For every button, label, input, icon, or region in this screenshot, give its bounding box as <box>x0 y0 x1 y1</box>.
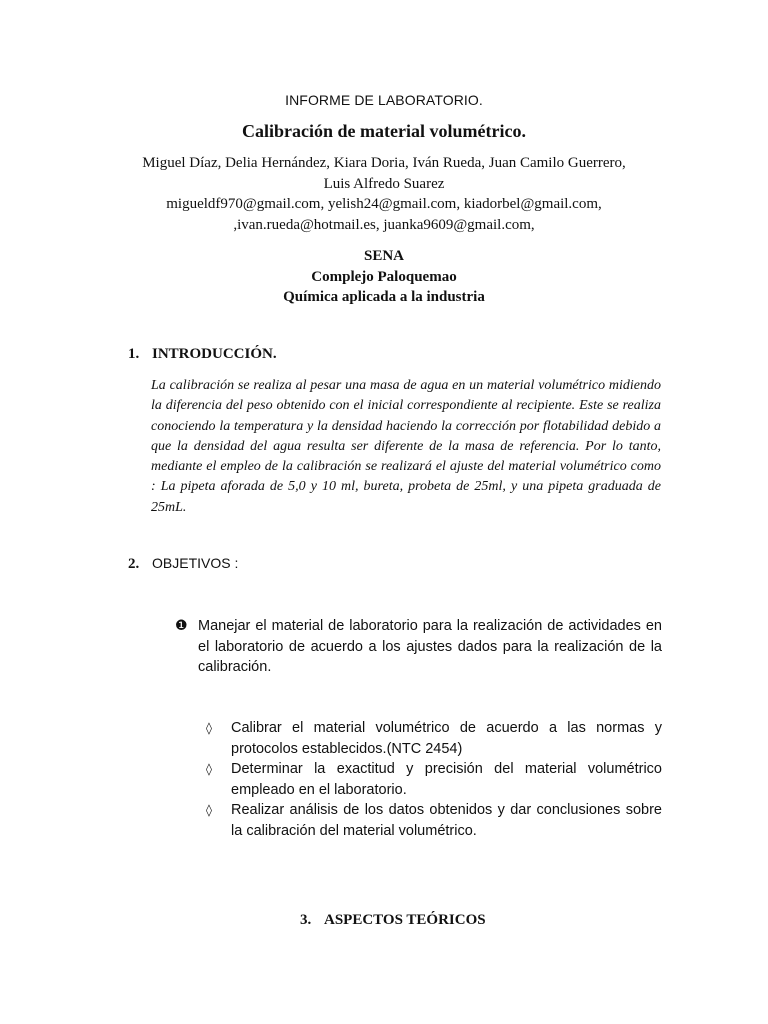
institution-block <box>0 246 768 308</box>
report-label: INFORME DE LABORATORIO. <box>285 92 483 108</box>
authors-line-1: Miguel Díaz, Delia Hernández, Kiara Doria, Iván Rueda, Juan Camilo Guerrero, <box>142 155 626 171</box>
section-intro-heading <box>128 346 277 363</box>
intro-paragraph: La calibración se realiza al pesar una masa de agua en un material volumétrico midiendo la diferencia del peso obtenido con el inicial correspondiente al recipiente. Este se realiza conociendo la temperatura y la densidad haciendo la corrección por flotabilidad debido a que la densidad del agua resulta ser diferente de la masa de referencia. Por lo tanto, mediante el empleo de la calibración se realizará el ajuste del material volumétrico como : La pipeta aforada de 5,0 y 10 ml, bureta, probeta de 25ml, y una pipeta graduada de 25mL. <box>151 378 661 515</box>
center-name: Complejo Paloquemao <box>311 268 457 285</box>
diamond-bullet-icon: ◊ <box>206 721 212 735</box>
emails <box>0 194 768 235</box>
authors <box>0 153 768 194</box>
section-number: 1. <box>128 346 140 362</box>
authors-line-2: Luis Alfredo Suarez <box>323 175 445 192</box>
institution-name: SENA <box>363 248 404 264</box>
list-item-text: Determinar la exactitud y precisión del material volumétrico empleado en el laboratorio. <box>231 761 662 798</box>
list-item <box>206 800 662 841</box>
list-item-text: Realizar análisis de los datos obtenidos y dar conclusiones sobre la calibración del material volumétrico. <box>231 802 662 839</box>
section-theory-heading <box>300 912 486 929</box>
main-objective-text: Manejar el material de laboratorio para la realización de actividades en el laboratorio de acuerdo a los ajustes dados para la realización de la calibración. <box>198 618 662 675</box>
section-number: 3. <box>300 912 312 928</box>
emails-line-1: migueldf970@gmail.com, yelish24@gmail.com, kiadorbel@gmail.com, <box>166 196 602 212</box>
diamond-bullet-icon: ◊ <box>206 762 212 776</box>
page-title: Calibración de material volumétrico. <box>242 121 526 141</box>
section-number: 2. <box>128 556 140 572</box>
section-title: INTRODUCCIÓN. <box>152 346 277 362</box>
diamond-bullet-icon: ◊ <box>206 803 212 817</box>
list-item-text: Calibrar el material volumétrico de acuerdo a las normas y protocolos establecidos.(NTC 2454) <box>231 720 662 757</box>
program-name: Química aplicada a la industria <box>283 289 485 305</box>
list-item <box>206 718 662 759</box>
main-objective <box>175 616 662 678</box>
section-title: ASPECTOS TEÓRICOS <box>324 912 486 928</box>
section-objectives-heading <box>128 555 238 573</box>
emails-line-2: ,ivan.rueda@hotmail.es, juanka9609@gmail.com, <box>233 216 535 233</box>
specific-objectives-list <box>206 718 662 841</box>
list-item <box>206 759 662 800</box>
section-title: OBJETIVOS : <box>152 555 239 571</box>
numbered-bullet-icon: ❶ <box>175 618 188 634</box>
